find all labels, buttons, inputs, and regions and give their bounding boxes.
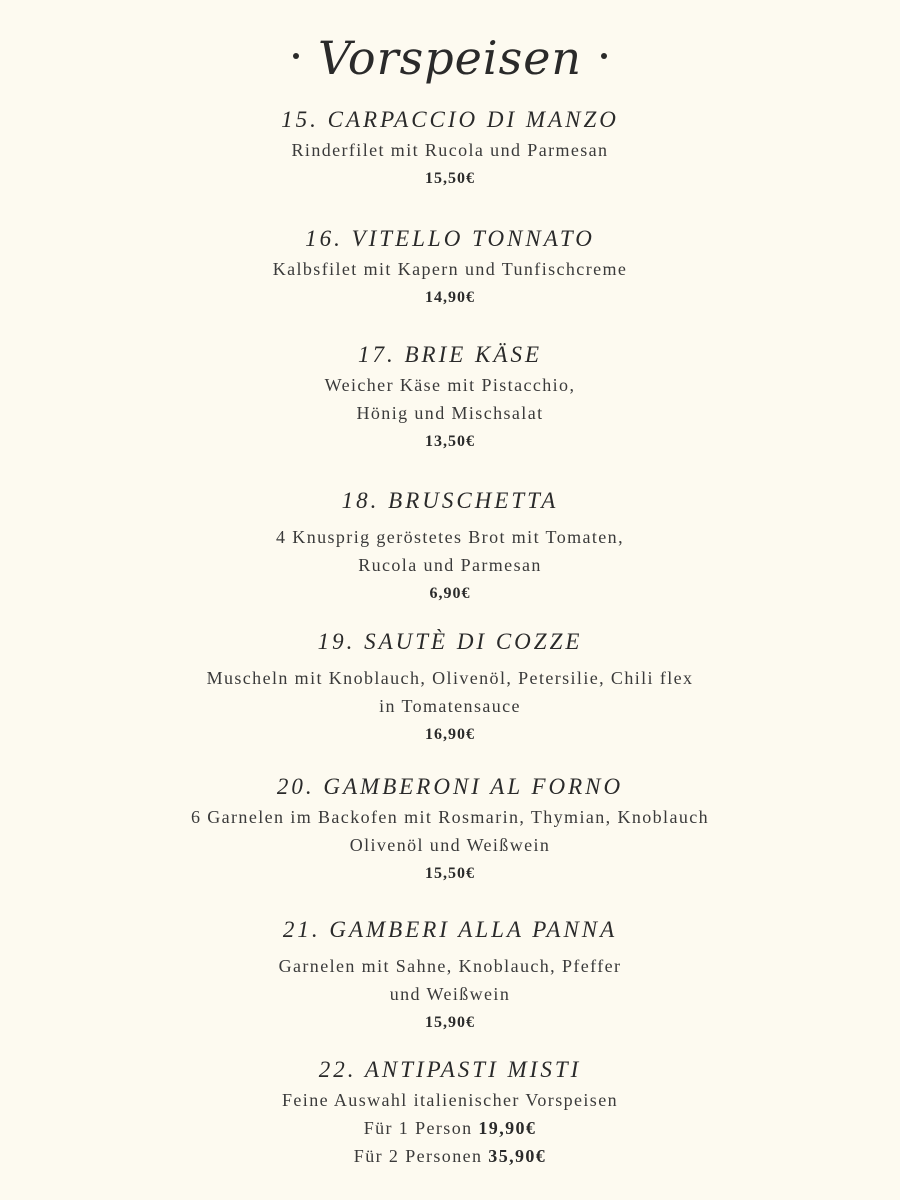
- dish-description: Kalbsfilet mit Kapern und Tunfischcreme: [272, 259, 628, 279]
- dish-description: Garnelen mit Sahne, Knoblauch, Pfeffer: [278, 956, 622, 976]
- dish-description: 6 Garnelen im Backofen mit Rosmarin, Thymian, Knoblauch: [190, 807, 710, 827]
- dish-description: 4 Knusprig geröstetes Brot mit Tomaten,: [276, 527, 624, 547]
- dish-description: Weicher Käse mit Pistacchio,: [324, 375, 576, 395]
- dish-description: Olivenöl und Weißwein: [349, 835, 551, 855]
- dish-price: 15,90€: [425, 1014, 475, 1031]
- right-dot-ornament: [601, 53, 607, 59]
- menu-item-vitello-tonnato: [0, 223, 900, 313]
- dish-name: 15. CARPACCIO DI MANZO: [281, 107, 619, 132]
- menu-item-bruschetta: [0, 485, 900, 609]
- dish-price: 13,50€: [425, 433, 475, 450]
- portion-label: Für 2 Personen: [353, 1146, 483, 1166]
- dish-name: 17. BRIE KÄSE: [358, 342, 542, 367]
- menu-item-antipasti-misti: [0, 1054, 900, 1170]
- dish-description: und Weißwein: [389, 984, 511, 1004]
- dish-name: 22. ANTIPASTI MISTI: [318, 1057, 582, 1082]
- portion-price: 35,90€: [488, 1146, 547, 1166]
- portion-label: Für 1 Person: [363, 1118, 473, 1138]
- dish-description: in Tomatensauce: [379, 696, 521, 716]
- dish-description: Hönig und Mischsalat: [356, 403, 544, 423]
- portion-option-1: [0, 1114, 900, 1142]
- dish-price: 15,50€: [425, 865, 475, 882]
- dish-name: 21. GAMBERI ALLA PANNA: [282, 917, 618, 942]
- dish-description: Muscheln mit Knoblauch, Olivenöl, Petersilie, Chili flex: [206, 668, 694, 688]
- dish-name: 16. VITELLO TONNATO: [305, 226, 595, 251]
- menu-item-brie-kaese: [0, 339, 900, 457]
- menu-item-gamberoni-al-forno: [0, 771, 900, 889]
- left-dot-ornament: [293, 53, 299, 59]
- dish-name: 18. BRUSCHETTA: [341, 488, 559, 513]
- dish-description: Feine Auswahl italienischer Vorspeisen: [282, 1090, 618, 1110]
- portion-option-2: [0, 1142, 900, 1170]
- menu-item-saute-di-cozze: [0, 626, 900, 750]
- dish-price: 14,90€: [425, 289, 475, 306]
- dish-name: 20. GAMBERONI AL FORNO: [276, 774, 624, 799]
- section-heading: [0, 18, 900, 98]
- portion-price: 19,90€: [478, 1118, 537, 1138]
- dish-price: 6,90€: [429, 585, 471, 602]
- menu-item-carpaccio: [0, 104, 900, 194]
- section-title: Vorspeisen: [317, 31, 583, 85]
- dish-description: Rucola und Parmesan: [358, 555, 542, 575]
- dish-price: 16,90€: [425, 726, 475, 743]
- menu-item-gamberi-alla-panna: [0, 914, 900, 1038]
- dish-name: 19. SAUTÈ DI COZZE: [317, 629, 583, 654]
- dish-price: 15,50€: [425, 170, 475, 187]
- dish-description: Rinderfilet mit Rucola und Parmesan: [291, 140, 609, 160]
